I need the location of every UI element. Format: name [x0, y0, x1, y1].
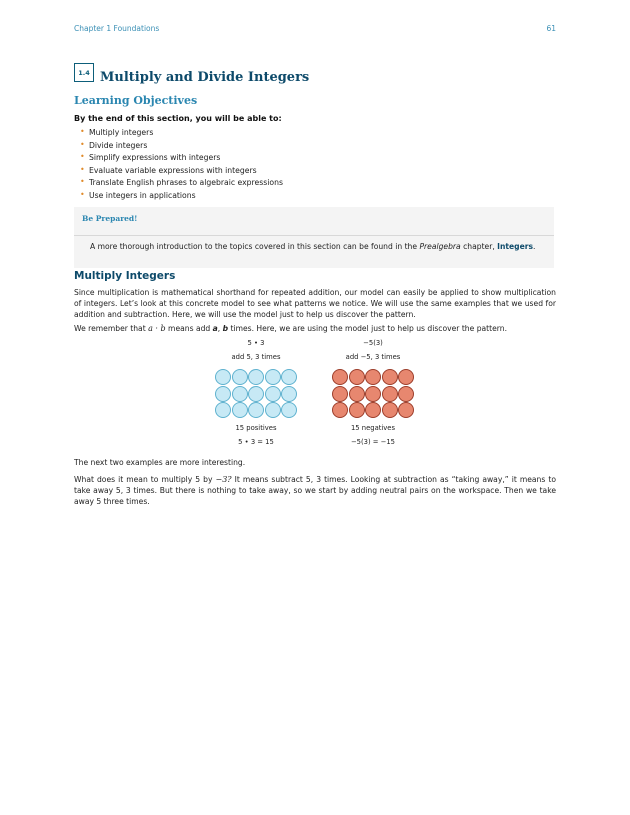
right-equation: −5(3) = −15 — [350, 438, 395, 446]
negative-counter — [332, 402, 348, 418]
learning-objectives-title: Learning Objectives — [74, 94, 198, 107]
positive-counter — [265, 402, 281, 418]
page-number: 61 — [546, 24, 556, 33]
text-part: means add — [165, 324, 213, 333]
negative-counter — [332, 386, 348, 402]
objective-item: • Multiply integers — [80, 127, 283, 140]
learning-objectives-intro: By the end of this section, you will be able to: — [74, 114, 282, 123]
negative-counter — [382, 402, 398, 418]
text-part: What does it mean to multiply 5 by — [74, 475, 216, 484]
math-a-dot-b: a · b — [148, 324, 166, 333]
left-equation: 5 • 3 = 15 — [238, 438, 274, 446]
right-expression: −5(3) — [363, 339, 383, 347]
section-number-badge: 1.4 — [74, 63, 94, 82]
book-title: Prealgebra — [419, 242, 461, 251]
right-result-label: 15 negatives — [350, 424, 396, 432]
positive-counter — [281, 386, 297, 402]
negative-counter — [382, 386, 398, 402]
positive-counter — [215, 386, 231, 402]
be-prepared-text-part: chapter, — [460, 242, 498, 251]
negative-counter — [349, 402, 365, 418]
right-caption: add −5, 3 times — [345, 353, 401, 361]
positive-counter — [281, 369, 297, 385]
positive-counter — [248, 386, 264, 402]
paragraph-next-examples: The next two examples are more interesting. — [74, 458, 246, 467]
positive-counter — [281, 402, 297, 418]
var-a: a — [212, 324, 218, 333]
math-neg3: −3? — [215, 475, 232, 484]
positive-counter — [265, 386, 281, 402]
be-prepared-body — [74, 236, 554, 268]
positive-counter — [215, 402, 231, 418]
text-part: It means subtract 5, 3 times. Looking at subtraction as “taking away,” it means to take away 5, 3 times. But there is nothing to take away, so we start by adding neutral pairs on the workspace. Then we take away 5 three times. — [74, 475, 556, 506]
left-caption: add 5, 3 times — [231, 353, 281, 361]
negative-counter — [349, 369, 365, 385]
section-title: Multiply and Divide Integers — [100, 70, 310, 85]
objective-item: • Simplify expressions with integers — [80, 152, 283, 165]
positive-counter — [248, 402, 264, 418]
positive-counter — [215, 369, 231, 385]
objective-item: • Divide integers — [80, 140, 283, 153]
negative-counter — [398, 386, 414, 402]
negative-counter — [349, 386, 365, 402]
learning-objectives-list — [80, 127, 283, 202]
be-prepared-text — [90, 241, 542, 253]
running-header-chapter: Chapter 1 Foundations — [74, 24, 160, 33]
negative-counter — [365, 386, 381, 402]
var-b: b — [222, 324, 229, 333]
paragraph-multiply-negative — [74, 474, 556, 507]
multiply-integers-heading: Multiply Integers — [74, 270, 176, 282]
negative-counter — [398, 402, 414, 418]
be-prepared-text-part: . — [533, 242, 536, 251]
paragraph-remember — [74, 323, 556, 334]
negative-counter — [398, 369, 414, 385]
positive-counter — [232, 386, 248, 402]
objective-item: • Use integers in applications — [80, 190, 283, 203]
negative-counter — [365, 402, 381, 418]
left-result-label: 15 positives — [235, 424, 277, 432]
positive-counter — [232, 402, 248, 418]
paragraph-intro: Since multiplication is mathematical shorthand for repeated addition, our model can easily be applied to show multiplication of integers. Let’s look at this concrete model to see what patterns we notice. We will use the same examples that we used for addition and subtraction. Here, we will use the model just to help us discover the pattern. — [74, 288, 556, 319]
be-prepared-header — [74, 207, 554, 236]
positive-counter — [265, 369, 281, 385]
text-part: We remember that — [74, 324, 149, 333]
chapter-link[interactable]: Integers — [497, 242, 534, 251]
positive-counter — [248, 369, 264, 385]
left-expression: 5 • 3 — [247, 339, 265, 347]
objective-item: • Translate English phrases to algebraic expressions — [80, 177, 283, 190]
negative-counter — [332, 369, 348, 385]
text-part: , — [217, 324, 223, 333]
be-prepared-text-part: A more thorough introduction to the topics covered in this section can be found in the — [90, 242, 420, 251]
text-part: times. Here, we are using the model just to help us discover the pattern. — [228, 324, 508, 333]
negative-counter — [365, 369, 381, 385]
objective-item: • Evaluate variable expressions with integers — [80, 165, 283, 178]
positive-counter — [232, 369, 248, 385]
negative-counter — [382, 369, 398, 385]
be-prepared-title: Be Prepared! — [82, 214, 138, 223]
